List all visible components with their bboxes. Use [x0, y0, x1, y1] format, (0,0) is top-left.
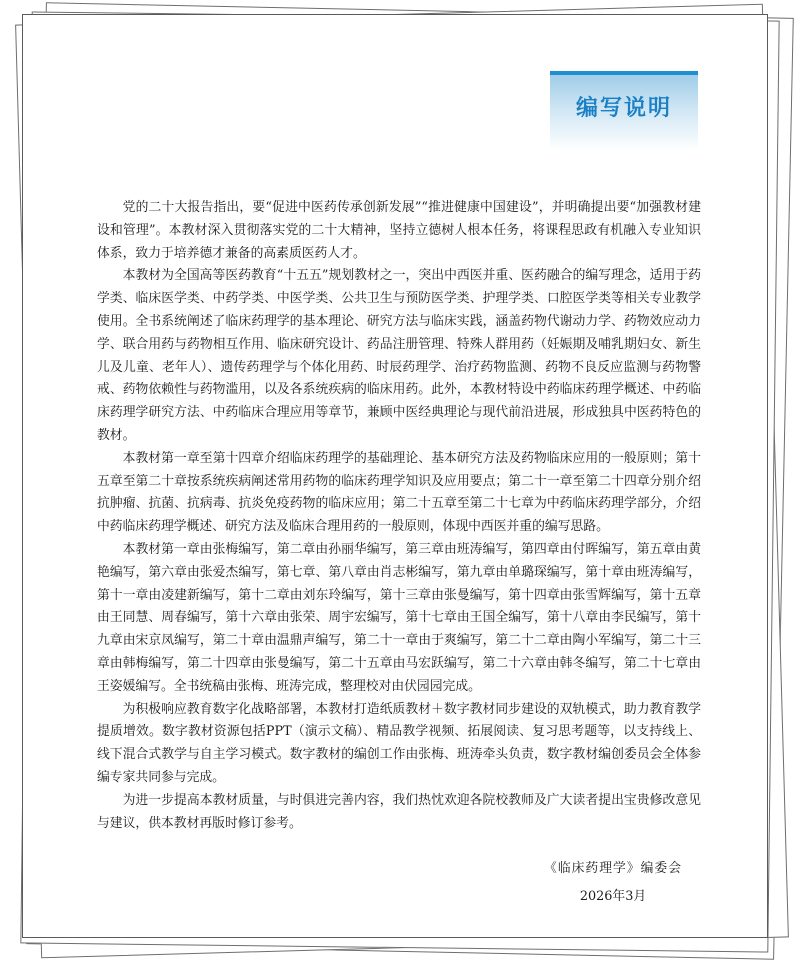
- paragraph: 本教材第一章至第十四章介绍临床药理学的基础理论、基本研究方法及药物临床应用的一般原则；第十五章至第二十章按系统疾病阐述常用药物的临床药理学知识及应用要点；第二十一章至第二十四章分别介绍抗肿瘤、抗菌、抗病毒、抗炎免疫药物的临床应用；第二十五章至第二十七章为中药临床药理学部分，介绍中药临床药理学概述、研究方法及临床合理用药的一般原则，体现中西医并重的编写思路。: [97, 450, 701, 535]
- document-body: [97, 197, 701, 835]
- paragraph: 党的二十大报告指出，要“促进中医药传承创新发展”“推进健康中国建设”，并明确提出要“加强教材建设和管理”。本教材深入贯彻落实党的二十大精神，坚持立德树人根本任务，将课程思政有机融入专业知识体系，致力于培养德才兼备的高素质医药人才。: [97, 200, 701, 261]
- paragraph: 为积极响应教育数字化战略部署，本教材打造纸质教材＋数字教材同步建设的双轨模式，助力教育教学提质增效。数字教材资源包括PPT（演示文稿）、精品教学视频、拓展阅读、复习思考题等，以支持线上、线下混合式教学与自主学习模式。数字教材的编创工作由张梅、班涛牵头负责，数字教材编创委员会全体参编专家共同参与完成。: [97, 701, 701, 785]
- title-banner: [550, 71, 698, 151]
- paragraph: 为进一步提高本教材质量，与时俱进完善内容，我们热忱欢迎各院校教师及广大读者提出宝贵修改意见与建议，供本教材再版时修订参考。: [97, 792, 701, 831]
- paragraph: 本教材为全国高等医药教育“十五五”规划教材之一，突出中西医并重、医药融合的编写理念，适用于药学类、临床医学类、中药学类、中医学类、公共卫生与预防医学类、护理学类、口腔医学类等相关专业教学使用。全书系统阐述了临床药理学的基本理论、研究方法与临床实践，涵盖药物代谢动力学、药物效应动力学、联合用药与药物相互作用、临床研究设计、药品注册管理、特殊人群用药（妊娠期及哺乳期妇女、新生儿及儿童、老年人）、遗传药理学与个体化用药、时辰药理学、治疗药物监测、药物不良反应监测与药物警戒、药物依赖性与药物滥用，以及各系统疾病的临床用药。此外，本教材特设中药临床药理学概述、中药临床药理学研究方法、中药临床合理应用等章节，兼顾中医经典理论与现代前沿进展，形成独具中医药特色的教材。: [97, 268, 701, 443]
- document-date: 2026年3月: [579, 889, 647, 904]
- page-title: 编写说明: [575, 96, 672, 121]
- editorial-board-signature: 《临床药理学》编委会: [544, 861, 682, 876]
- paragraph: 本教材第一章由张梅编写，第二章由孙丽华编写，第三章由班涛编写，第四章由付晖编写，第五章由黄艳编写，第六章由张爱杰编写，第七章、第八章由肖志彬编写，第九章由单璐琛编写，第十章由班涛编写，第十一章由凌建新编写，第十二章由刘东玲编写，第十三章由张曼编写，第十四章由张雪辉编写，第十五章由王同慧、周春编写，第十六章由张荣、周宇宏编写，第十七章由王国全编写，第十八章由李民编写，第十九章由宋京凤编写，第二十章由温鼎声编写，第二十一章由于爽编写，第二十二章由陶小军编写，第二十三章由韩梅编写，第二十四章由张曼编写，第二十五章由马宏跃编写，第二十六章由韩冬编写，第二十七章由王姿媛编写。全书统稿由张梅、班涛完成，整理校对由伏园园完成。: [97, 541, 701, 694]
- document-page: [22, 14, 768, 938]
